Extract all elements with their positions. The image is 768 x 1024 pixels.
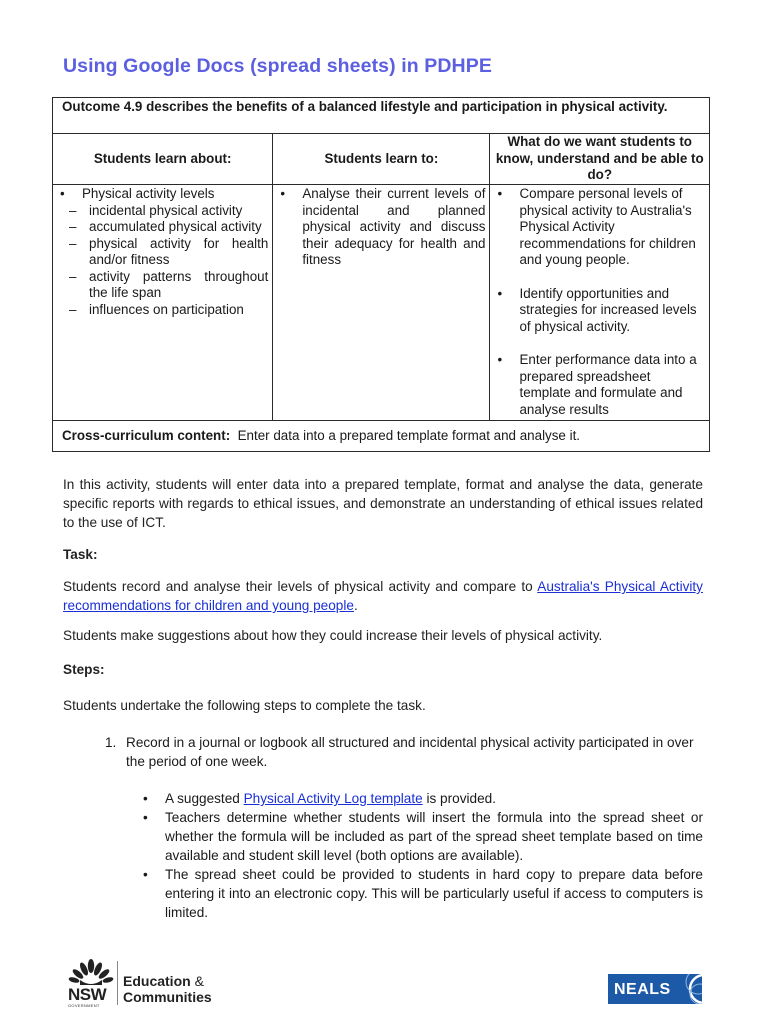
outcome-statement: Outcome 4.9 describes the benefits of a balanced lifestyle and participation in physical activity. — [53, 98, 710, 134]
steps-list — [105, 733, 703, 771]
learn-about-main: Physical activity levels — [82, 186, 215, 201]
bullet-icon: • — [60, 186, 65, 201]
header-outcomes: What do we want students to know, understand and be able to do? — [490, 134, 710, 185]
physical-activity-recommendations-link[interactable]: Australia's Physical Activity recommendations for children and young people — [63, 579, 703, 613]
activity-log-template-link[interactable]: Physical Activity Log template — [243, 791, 423, 806]
department-name — [123, 973, 212, 1005]
outcomes-cell — [490, 185, 710, 421]
outcome-item: Enter performance data into a prepared spreadsheet template and formulate and analyse results — [519, 352, 697, 417]
task-text-end: . — [353, 598, 358, 613]
step-bullets — [145, 789, 703, 922]
cross-curriculum-row — [53, 421, 710, 452]
header-learn-to: Students learn to: — [273, 134, 490, 185]
ampersand: & — [194, 973, 204, 989]
learn-about-sub-item: incidental physical activity — [89, 202, 243, 218]
bullet-icon: • — [143, 791, 148, 806]
dash-icon: – — [69, 219, 77, 234]
dash-icon: – — [69, 268, 77, 284]
document-title: Using Google Docs (spread sheets) in PDHPE — [63, 55, 492, 77]
learn-to-cell — [273, 185, 490, 421]
neals-logo — [608, 974, 702, 1004]
bullet-item — [145, 865, 703, 922]
neals-wordmark: NEALS — [614, 981, 671, 998]
nsw-education-logo — [68, 958, 218, 1010]
outcome-item: Compare personal levels of physical activity to Australia's Physical Activity recommendations for children and young people. — [519, 186, 696, 267]
learn-about-sub-item: influences on participation — [89, 301, 244, 317]
logo-divider — [117, 961, 118, 1005]
bullet-text-end: is provided. — [422, 791, 496, 806]
bullet-icon: • — [143, 867, 148, 882]
bullet-icon: • — [143, 810, 148, 825]
nsw-wordmark: NSW — [68, 985, 107, 1004]
steps-intro: Students undertake the following steps to complete the task. — [63, 698, 426, 713]
intro-paragraph — [63, 475, 703, 532]
header-learn-about: Students learn about: — [53, 134, 273, 185]
bullet-text: A suggested — [165, 791, 244, 806]
department-line-2: Communities — [123, 989, 212, 1005]
bullet-icon: • — [497, 285, 503, 301]
outcome-table — [52, 97, 710, 452]
bullet-text: Teachers determine whether students will insert the formula into the spread sheet or whether the formula will be included as part of the spread sheet template based on time available and student skill level (both options are available). — [165, 810, 703, 863]
learn-about-cell — [53, 185, 273, 421]
dash-icon: – — [69, 301, 77, 317]
step-number: 1. — [105, 735, 117, 750]
cross-curriculum-text: Enter data into a prepared template format and analyse it. — [237, 427, 581, 443]
bullet-icon: • — [497, 186, 503, 201]
task-paragraph — [63, 577, 703, 615]
waratah-icon — [68, 958, 114, 986]
bullet-icon: • — [497, 352, 503, 367]
steps-heading: Steps: — [63, 662, 105, 677]
learn-about-sub-item: activity patterns throughout the life span — [89, 268, 269, 300]
outcome-item: Identify opportunities and strategies for increased levels of physical activity. — [519, 285, 697, 334]
cross-curriculum-label: Cross-curriculum content: — [62, 427, 231, 443]
nsw-government-label: GOVERNMENT — [68, 1003, 100, 1008]
department-line-1: Education — [123, 973, 191, 989]
intro-text: In this activity, students will enter data into a prepared template, format and analyse the data, generate specific reports with regards to ethical issues, and demonstrate an understanding of ethical issues related to the use of ICT. — [63, 477, 703, 530]
suggestion-paragraph: Students make suggestions about how they could increase their levels of physical activity. — [63, 628, 603, 643]
dash-icon: – — [69, 235, 77, 251]
learn-about-sub-item: accumulated physical activity — [89, 219, 262, 234]
bullet-item — [145, 789, 703, 808]
bullet-item — [145, 808, 703, 865]
task-text: Students record and analyse their levels of physical activity and compare to — [63, 579, 538, 594]
task-heading: Task: — [63, 547, 98, 562]
learn-about-sub-item: physical activity for health and/or fitness — [89, 235, 269, 267]
learn-to-item: Analyse their current levels of incidental and planned physical activity and discuss their adequacy for health and fitness — [302, 186, 486, 267]
bullet-icon: • — [280, 186, 286, 201]
dash-icon: – — [69, 202, 77, 218]
step-text: Record in a journal or logbook all structured and incidental physical activity participated in over the period of one week. — [126, 735, 694, 769]
bullet-text: The spread sheet could be provided to students in hard copy to prepare data before entering it into an electronic copy. This will be particularly useful if access to computers is limited. — [165, 867, 703, 920]
